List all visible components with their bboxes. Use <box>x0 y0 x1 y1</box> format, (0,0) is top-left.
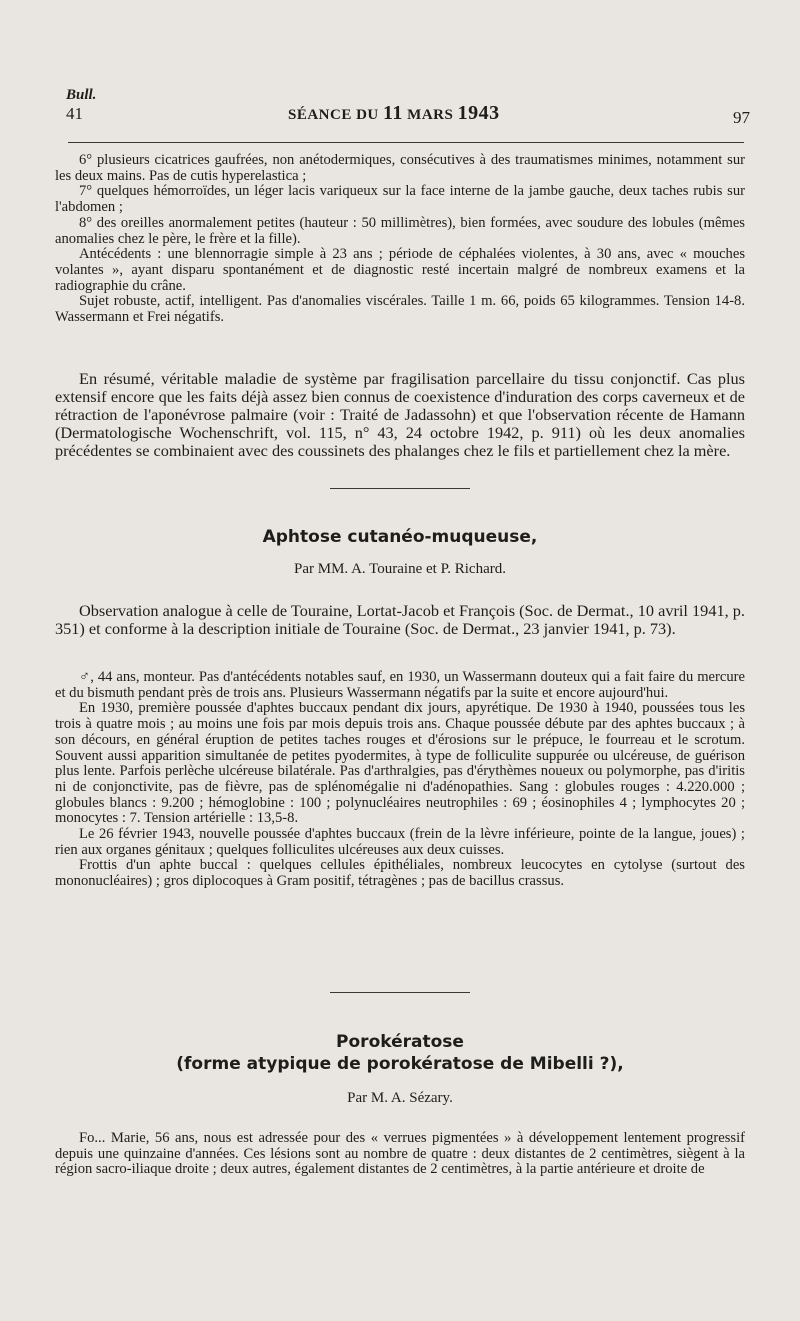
case-item-7: 7° quelques hémorroïdes, un léger lacis variqueux sur la face interne de la jambe gauche, deux taches rubis sur l'abdomen ; <box>55 183 745 216</box>
case-item-8: 8° des oreilles anormalement petites (hauteur : 50 millimètres), bien formées, avec soudure des lobules (mêmes anomalies chez le père, le frère et la fille). <box>55 214 745 247</box>
observation-new-outbreak: Le 26 février 1943, nouvelle poussée d'aphtes buccaux (frein de la lèvre inférieure, pointe de la langue, joues) ; rien aux organes génitaux ; quelques folliculites ulcéreuses aux deux cuisses. <box>55 826 745 858</box>
section-separator <box>330 488 470 489</box>
case-general-exam: Sujet robuste, actif, intelligent. Pas d'anomalies viscérales. Taille 1 m. 66, poids 65 kilogrammes. Tension 14-8. Wassermann et Frei négatifs. <box>55 293 745 326</box>
section-separator <box>330 992 470 993</box>
article-title: Porokératose <box>336 1032 464 1052</box>
article-title: Aphtose cutanéo-muqueuse, <box>262 527 538 547</box>
case-item-6: 6° plusieurs cicatrices gaufrées, non anétodermiques, consécutives à des traumatismes minimes, notamment sur les deux mains. Pas de cutis hyperelastica ; <box>55 152 745 184</box>
article-observation <box>55 670 745 890</box>
header-rule <box>68 142 744 143</box>
article-body <box>55 1131 745 1178</box>
page-number: 97 <box>733 108 750 127</box>
margin-number: 41 <box>66 104 83 123</box>
summary-text: En résumé, véritable maladie de système par fragilisation parcellaire du tissu conjonctif. Cas plus extensif encore que les faits déjà assez bien connus de coexistence d'induration des corps caverneux et de rétraction de l'aponévrose palmaire (voir : Traité de Jadassohn) et que l'observation récente de Hamann (Dermatologische Wochenschrift, vol. 115, n° 43, 24 octobre 1942, p. 911) où les deux anomalies précédentes se combinaient avec des coussinets des phalanges chez le fils et partiellement chez la mère. <box>55 369 745 460</box>
article-byline: Par M. A. Sézary. <box>347 1090 453 1106</box>
observation-history: En 1930, première poussée d'aphtes buccaux pendant dix jours, apyrétique. De 1930 à 1940, poussées tous les trois à quatre mois ; au moins une fois par mois depuis trois ans. Chaque poussée débute par des aphtes buccaux ; à son décours, en général éruption de petites taches rouges et d'érosions sur le prépuce, le fourreau et le scrotum. Souvent aussi apparition simultanée de petites pyodermites, à type de folliculite suppurée ou ulcéreuse, de guérison plus lente. Parfois perlèche ulcéreuse bilatérale. Pas d'arthralgies, pas d'érythèmes noueux ou polymorphe, pas d'iritis ni de conjonctivite, pas de fièvre, pas de splénomégalie ni d'adénopathies. Sang : globules rouges : 4.220.000 ; globules blancs : 9.200 ; hémoglobine : 100 ; polynucléaires neutrophiles : 69 ; éosinophiles 4 ; lymphocytes 20 ; monocytes : 7. Tension artérielle : 13,5-8. <box>55 700 745 827</box>
margin-handwritten-note <box>66 86 96 104</box>
session-day: 11 <box>383 102 403 124</box>
session-year: 1943 <box>457 102 500 124</box>
case-antecedents: Antécédents : une blennorragie simple à 23 ans ; période de céphalées violentes, à 30 ans, avec « mouches volantes », ayant disparu spontanément et de diagnostic resté incertain malgré de nombreux examens et la radiographie du crâne. <box>55 246 745 294</box>
observation-smear: Frottis d'un aphte buccal : quelques cellules épithéliales, nombreux leucocytes en cytolyse (surtout des mononucléaires) ; gros diplocoques à Gram positif, tétragènes ; pas de bacillus crassus. <box>55 857 745 890</box>
running-head <box>66 104 750 128</box>
session-month: MARS <box>407 107 454 123</box>
observation-patient: ♂, 44 ans, monteur. Pas d'antécédents notables sauf, en 1930, un Wassermann douteux qui a fait faire du mercure et du bismuth pendant près de trois ans. Plusieurs Wassermann négatifs par la suite et encore aujourd'hui. <box>55 669 745 701</box>
session-label: SÉANCE DU <box>288 107 379 123</box>
session-heading <box>288 102 500 125</box>
summary-paragraph <box>55 370 745 460</box>
intro-text: Observation analogue à celle de Touraine, Lortat-Jacob et François (Soc. de Dermat., 10 avril 1941, p. 351) et conforme à la description initiale de Touraine (Soc. de Dermat., 23 janvier 1941, p. 73). <box>55 601 745 638</box>
article-subtitle: (forme atypique de porokératose de Mibelli ?), <box>176 1054 624 1074</box>
case-presentation: Fo... Marie, 56 ans, nous est adressée pour des « verrues pigmentées » à développement lentement progressif depuis une quinzaine d'années. Ces lésions sont au nombre de quatre : deux distantes de 2 centimètres, siègent à la région sacro-iliaque droite ; deux autres, également distantes de 2 centimètres, à la partie antérieure et droite de <box>55 1130 745 1178</box>
margin-note-label: Bull. <box>66 87 97 103</box>
case-continuation <box>55 153 745 326</box>
article-intro <box>55 602 745 638</box>
article-byline: Par MM. A. Touraine et P. Richard. <box>294 561 506 577</box>
